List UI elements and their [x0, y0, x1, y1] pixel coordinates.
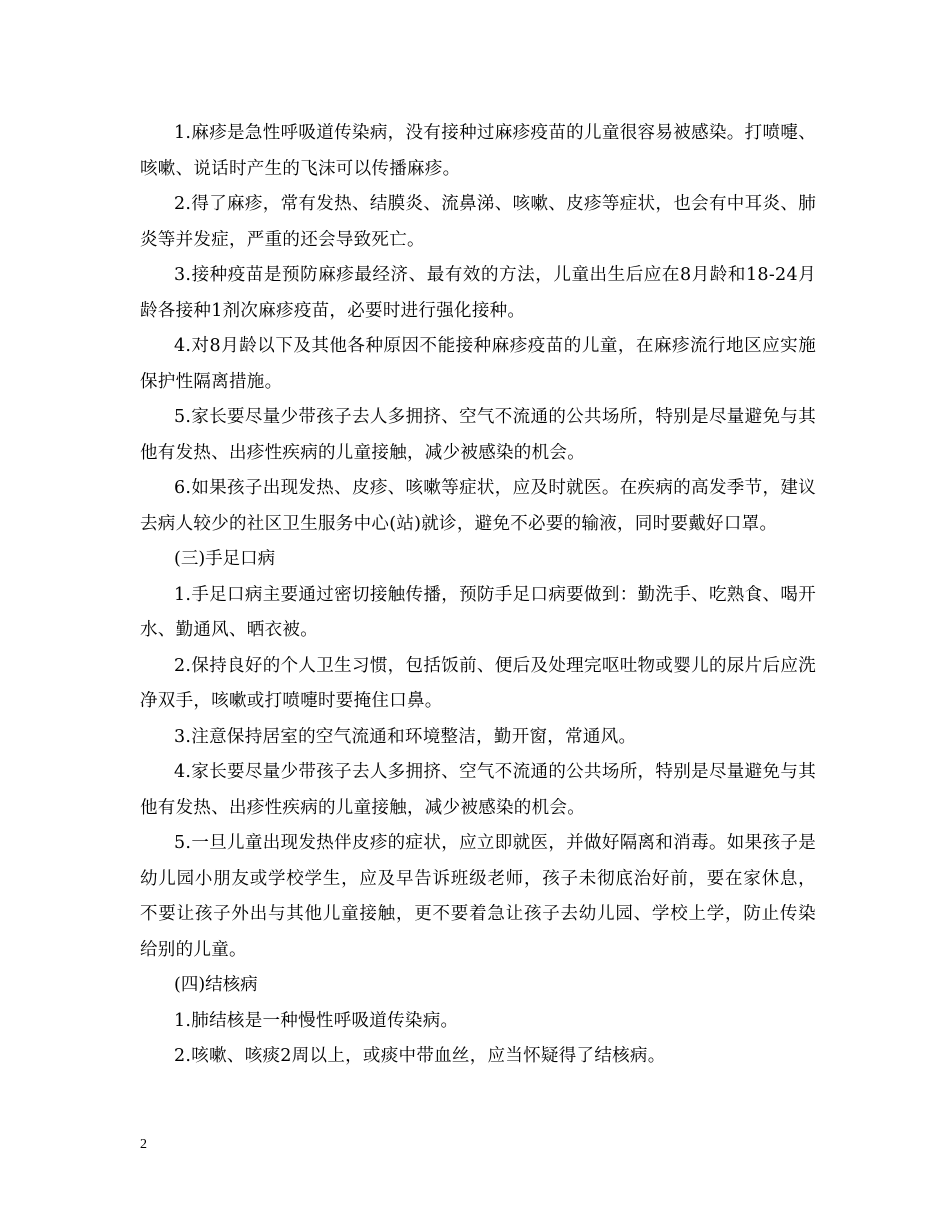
paragraph-hfmd-2: 2.保持良好的个人卫生习惯，包括饭前、便后及处理完呕吐物或婴儿的尿片后应洗净双手，咳嗽或打喷嚏时要掩住口鼻。	[140, 655, 816, 711]
paragraph-measles-4: 4.对8月龄以下及其他各种原因不能接种麻疹疫苗的儿童，在麻疹流行地区应实施保护性隔离措施。	[140, 336, 816, 392]
paragraph-measles-5: 5.家长要尽量少带孩子去人多拥挤、空气不流通的公共场所，特别是尽量避免与其他有发热、出疹性疾病的儿童接触，减少被感染的机会。	[140, 407, 816, 463]
section-heading-tuberculosis: (四)结核病	[174, 975, 258, 995]
paragraph-measles-1: 1.麻疹是急性呼吸道传染病，没有接种过麻疹疫苗的儿童很容易被感染。打喷嚏、咳嗽、说话时产生的飞沫可以传播麻疹。	[140, 123, 816, 179]
paragraph-measles-2: 2.得了麻疹，常有发热、结膜炎、流鼻涕、咳嗽、皮疹等症状，也会有中耳炎、肺炎等并发症，严重的还会导致死亡。	[140, 194, 816, 250]
paragraph-measles-6: 6.如果孩子出现发热、皮疹、咳嗽等症状，应及时就医。在疾病的高发季节，建议去病人较少的社区卫生服务中心(站)就诊，避免不必要的输液，同时要戴好口罩。	[140, 478, 816, 534]
paragraph-tb-1: 1.肺结核是一种慢性呼吸道传染病。	[174, 1010, 459, 1031]
paragraph-measles-3: 3.接种疫苗是预防麻疹最经济、最有效的方法，儿童出生后应在8月龄和18-24月龄各接种1剂次麻疹疫苗，必要时进行强化接种。	[140, 265, 816, 321]
section-heading-hfmd: (三)手足口病	[174, 549, 276, 569]
paragraph-tb-2: 2.咳嗽、咳痰2周以上，或痰中带血丝，应当怀疑得了结核病。	[174, 1046, 666, 1066]
paragraph-hfmd-5: 5.一旦儿童出现发热伴皮疹的症状，应立即就医，并做好隔离和消毒。如果孩子是幼儿园小朋友或学校学生，应及早告诉班级老师，孩子未彻底治好前，要在家休息，不要让孩子外出与其他儿童接触，更不要着急让孩子去幼儿园、学校上学，防止传染给别的儿童。	[140, 833, 816, 960]
paragraph-hfmd-3: 3.注意保持居室的空气流通和环境整洁，勤开窗，常通风。	[174, 726, 637, 747]
document-body	[140, 116, 816, 1075]
paragraph-hfmd-4: 4.家长要尽量少带孩子去人多拥挤、空气不流通的公共场所，特别是尽量避免与其他有发热、出疹性疾病的儿童接触，减少被感染的机会。	[140, 762, 816, 818]
page-number: 2	[140, 1137, 147, 1152]
paragraph-hfmd-1: 1.手足口病主要通过密切接触传播，预防手足口病要做到：勤洗手、吃熟食、喝开水、勤通风、晒衣被。	[140, 584, 816, 640]
